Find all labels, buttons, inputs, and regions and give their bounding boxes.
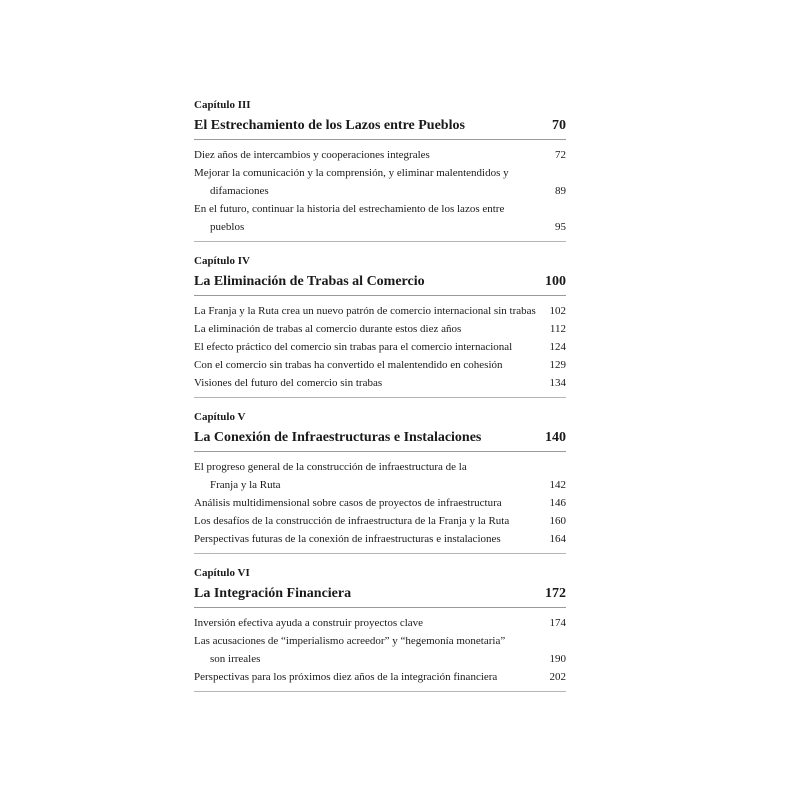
toc-entry-title (194, 146, 555, 164)
toc-entry-page-number: 112 (549, 323, 566, 335)
toc-entry[interactable] (194, 632, 566, 668)
chapter-page-number: 172 (545, 586, 566, 601)
toc-entry[interactable] (194, 614, 566, 632)
toc-entry-page-number: 72 (555, 149, 566, 161)
chapter-divider (194, 397, 566, 398)
toc-entry-title-line: El efecto práctico del comercio sin trabas para el comercio internacional (194, 341, 513, 353)
toc-entry[interactable] (194, 164, 566, 200)
table-of-contents (194, 98, 566, 704)
chapter-page-number: 70 (552, 118, 566, 133)
toc-entry-title-line: Los desafíos de la construcción de infraestructura de la Franja y la Ruta (194, 515, 510, 527)
chapter-section (194, 254, 566, 398)
toc-entry[interactable] (194, 302, 566, 320)
toc-entry-page-number: 95 (555, 221, 566, 233)
toc-entry-title (194, 494, 550, 512)
toc-entry-title-continuation: son irreales (210, 653, 261, 665)
toc-entry-title-line: Con el comercio sin trabas ha convertido el malentendido en cohesión (194, 359, 503, 371)
toc-entry-title-line: La Franja y la Ruta crea un nuevo patrón de comercio internacional sin trabas (194, 305, 536, 317)
toc-entry[interactable] (194, 200, 566, 236)
toc-entry-page-number: 202 (549, 671, 566, 683)
toc-entry-page-number: 160 (549, 515, 566, 527)
toc-entry-title (194, 164, 555, 200)
toc-entry-title-line: Inversión efectiva ayuda a construir proyectos clave (194, 617, 424, 629)
toc-entry-title (194, 200, 555, 236)
toc-entry-title (194, 356, 550, 374)
toc-entry-title-line: En el futuro, continuar la historia del estrechamiento de los lazos entre (194, 203, 505, 215)
toc-entry-page-number: 134 (549, 377, 566, 389)
toc-entry-title-line: Perspectivas futuras de la conexión de infraestructuras e instalaciones (194, 533, 501, 545)
toc-entry[interactable] (194, 356, 566, 374)
toc-entry[interactable] (194, 668, 566, 686)
chapter-label: Capítulo IV (194, 255, 250, 267)
toc-entry[interactable] (194, 146, 566, 164)
chapter-heading[interactable] (194, 584, 566, 608)
chapter-label: Capítulo V (194, 411, 246, 423)
toc-entry-title-line: Visiones del futuro del comercio sin trabas (194, 377, 383, 389)
chapter-page-number: 140 (545, 430, 566, 445)
chapter-title: La Conexión de Infraestructuras e Instalaciones (194, 430, 482, 445)
toc-entry-page-number: 102 (549, 305, 566, 317)
toc-entry-title (194, 302, 550, 320)
toc-entry-title-line: El progreso general de la construcción de infraestructura de la (194, 461, 467, 473)
chapter-label: Capítulo VI (194, 567, 250, 579)
toc-entry-title (194, 338, 550, 356)
toc-entry[interactable] (194, 530, 566, 548)
chapter-title: La Integración Financiera (194, 586, 352, 601)
chapter-divider (194, 241, 566, 242)
toc-entry-page-number: 190 (549, 653, 566, 665)
chapter-divider (194, 691, 566, 692)
chapter-title: El Estrechamiento de los Lazos entre Pueblos (194, 118, 465, 133)
toc-entry-title (194, 632, 550, 668)
toc-entry-title (194, 512, 550, 530)
toc-entry-title-line: Análisis multidimensional sobre casos de proyectos de infraestructura (194, 497, 502, 509)
toc-entry-title (194, 614, 550, 632)
chapter-page-number: 100 (545, 274, 566, 289)
toc-entry[interactable] (194, 374, 566, 392)
chapter-section (194, 98, 566, 242)
toc-entry-title (194, 374, 550, 392)
chapter-title: La Eliminación de Trabas al Comercio (194, 274, 425, 289)
toc-entry-page-number: 89 (555, 185, 566, 197)
toc-entry-page-number: 124 (549, 341, 566, 353)
toc-entry-title-continuation: pueblos (210, 221, 245, 233)
toc-entry-page-number: 174 (549, 617, 566, 629)
chapter-divider (194, 553, 566, 554)
toc-entry[interactable] (194, 494, 566, 512)
toc-entry-page-number: 129 (549, 359, 566, 371)
toc-entry-title-line: La eliminación de trabas al comercio durante estos diez años (194, 323, 462, 335)
chapter-section (194, 410, 566, 554)
toc-entry-title-continuation: difamaciones (210, 185, 269, 197)
toc-entry-title-line: Mejorar la comunicación y la comprensión, y eliminar malentendidos y (194, 167, 509, 179)
toc-entry-page-number: 146 (549, 497, 566, 509)
toc-entry-title (194, 668, 550, 686)
toc-entry-title (194, 530, 550, 548)
toc-entry-title (194, 320, 550, 338)
toc-entry[interactable] (194, 320, 566, 338)
toc-entry[interactable] (194, 338, 566, 356)
chapter-section (194, 566, 566, 692)
toc-entry-page-number: 164 (549, 533, 566, 545)
chapter-heading[interactable] (194, 272, 566, 296)
toc-entry-page-number: 142 (549, 479, 566, 491)
toc-entry-title-continuation: Franja y la Ruta (210, 479, 281, 491)
toc-entry[interactable] (194, 458, 566, 494)
toc-entry-title-line: Diez años de intercambios y cooperaciones integrales (194, 149, 430, 161)
chapter-heading[interactable] (194, 428, 566, 452)
toc-entry-title-line: Las acusaciones de “imperialismo acreedor” y “hegemonía monetaria” (194, 635, 506, 647)
toc-entry-title (194, 458, 550, 494)
toc-entry-title-line: Perspectivas para los próximos diez años de la integración financiera (194, 671, 498, 683)
chapter-label: Capítulo III (194, 99, 251, 111)
chapter-heading[interactable] (194, 116, 566, 140)
toc-entry[interactable] (194, 512, 566, 530)
